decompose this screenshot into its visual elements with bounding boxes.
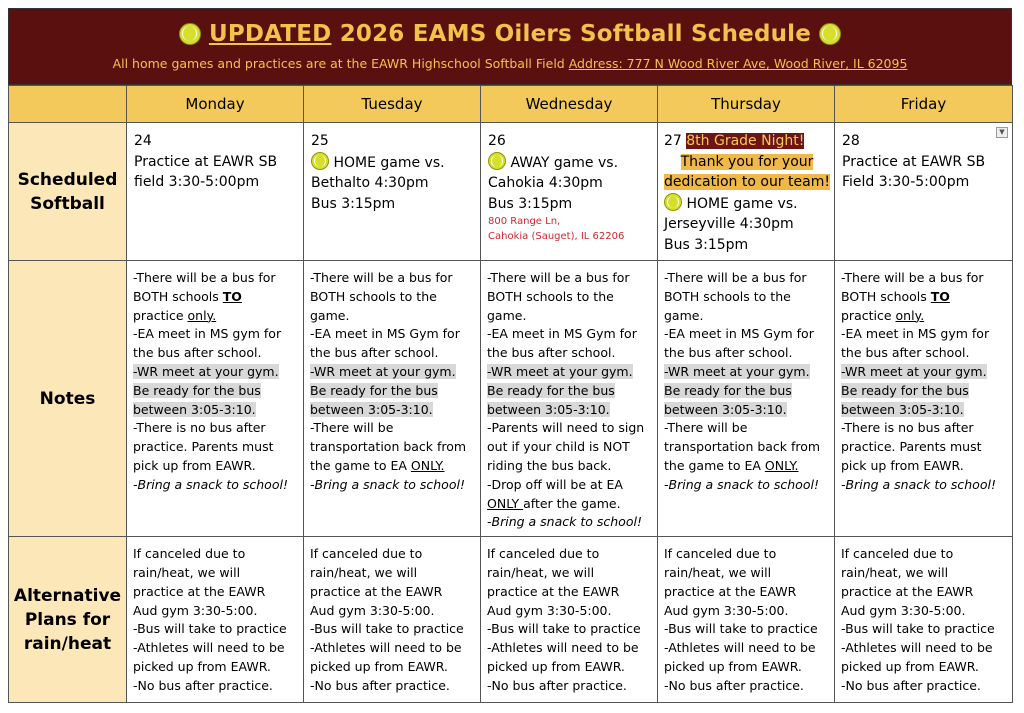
softball-icon xyxy=(819,23,841,45)
header-monday: Monday xyxy=(127,86,304,123)
scheduled-friday: ▼ 28 Practice at EAWR SB Field 3:30-5:00pm xyxy=(835,123,1013,261)
eighth-grade-night-banner: 8th Grade Night! xyxy=(686,133,805,149)
softball-icon xyxy=(664,193,682,211)
header-tuesday: Tuesday xyxy=(304,86,481,123)
alt-thursday: If canceled due to rain/heat, we will practice at the EAWR Aud gym 3:30-5:00. -Bus will take to practice -Athletes will need to be picked up from EAWR. -No bus after practice. xyxy=(658,537,835,703)
header-thursday: Thursday xyxy=(658,86,835,123)
notes-monday: -There will be a bus for BOTH schools TO practice only. -EA meet in MS gym for the bus after school. -WR meet at your gym. Be ready for the bus between 3:05-3:10. -There is no bus after practice. Parents must pick up from EAWR. -Bring a snack to school! xyxy=(127,261,304,537)
row-label-alternative: Alternative Plans for rain/heat xyxy=(9,537,127,703)
alt-wednesday: If canceled due to rain/heat, we will practice at the EAWR Aud gym 3:30-5:00. -Bus will take to practice -Athletes will need to be picked up from EAWR. -No bus after practice. xyxy=(481,537,658,703)
away-address: 800 Range Ln, Cahokia (Sauget), IL 62206 xyxy=(488,216,625,242)
scheduled-monday: 24 Practice at EAWR SB field 3:30-5:00pm xyxy=(127,123,304,261)
title-text: 2026 EAMS Oilers Softball Schedule xyxy=(331,21,820,47)
field-address: Address: 777 N Wood River Ave, Wood River, IL 62095 xyxy=(568,56,908,71)
row-label-scheduled: Scheduled Softball xyxy=(9,123,127,261)
header-corner xyxy=(9,86,127,123)
subtitle-text: All home games and practices are at the EAWR Highschool Softball Field xyxy=(112,56,569,71)
alt-friday: If canceled due to rain/heat, we will practice at the EAWR Aud gym 3:30-5:00. -Bus will take to practice -Athletes will need to be picked up from EAWR. -No bus after practice. xyxy=(835,537,1013,703)
header-friday: Friday xyxy=(835,86,1013,123)
schedule-title xyxy=(9,9,1011,47)
thank-you-note: Thank you for your dedication to our team! xyxy=(664,153,830,190)
scheduled-tuesday: 25 HOME game vs. Bethalto 4:30pm Bus 3:15pm xyxy=(304,123,481,261)
notes-thursday: -There will be a bus for BOTH schools to the game. -EA meet in MS Gym for the bus after school. -WR meet at your gym. Be ready for the bus between 3:05-3:10. -There will be transportation back from the game to EA ONLY. -Bring a snack to school! xyxy=(658,261,835,537)
schedule-banner xyxy=(8,8,1012,85)
schedule-table xyxy=(8,85,1013,703)
scheduled-wednesday: 26 AWAY game vs. Cahokia 4:30pm Bus 3:15pm 800 Range Ln, Cahokia (Sauget), IL 62206 xyxy=(481,123,658,261)
softball-icon xyxy=(488,152,506,170)
softball-icon xyxy=(311,152,329,170)
softball-icon xyxy=(179,23,201,45)
alt-tuesday: If canceled due to rain/heat, we will practice at the EAWR Aud gym 3:30-5:00. -Bus will take to practice -Athletes will need to be picked up from EAWR. -No bus after practice. xyxy=(304,537,481,703)
header-wednesday: Wednesday xyxy=(481,86,658,123)
notes-wednesday: -There will be a bus for BOTH schools to the game. -EA meet in MS Gym for the bus after school. -WR meet at your gym. Be ready for the bus between 3:05-3:10. -Parents will need to sign out if your child is NOT riding the bus back. -Drop off will be at EA ONLY after the game. -Bring a snack to school! xyxy=(481,261,658,537)
alt-monday: If canceled due to rain/heat, we will practice at the EAWR Aud gym 3:30-5:00. -Bus will take to practice -Athletes will need to be picked up from EAWR. -No bus after practice. xyxy=(127,537,304,703)
schedule-subtitle xyxy=(9,56,1011,71)
notes-friday: -There will be a bus for BOTH schools TO practice only. -EA meet in MS gym for the bus after school. -WR meet at your gym. Be ready for the bus between 3:05-3:10. -There is no bus after practice. Parents must pick up from EAWR. -Bring a snack to school! xyxy=(835,261,1013,537)
dropdown-arrow-icon[interactable]: ▼ xyxy=(996,127,1008,138)
row-label-notes: Notes xyxy=(9,261,127,537)
notes-tuesday: -There will be a bus for BOTH schools to the game. -EA meet in MS Gym for the bus after school. -WR meet at your gym. Be ready for the bus between 3:05-3:10. -There will be transportation back from the game to EA ONLY. -Bring a snack to school! xyxy=(304,261,481,537)
updated-label: UPDATED xyxy=(208,21,332,47)
scheduled-thursday: 27 8th Grade Night! Thank you for your dedication to our team! HOME game vs. Jerseyville 4:30pm Bus 3:15pm xyxy=(658,123,835,261)
